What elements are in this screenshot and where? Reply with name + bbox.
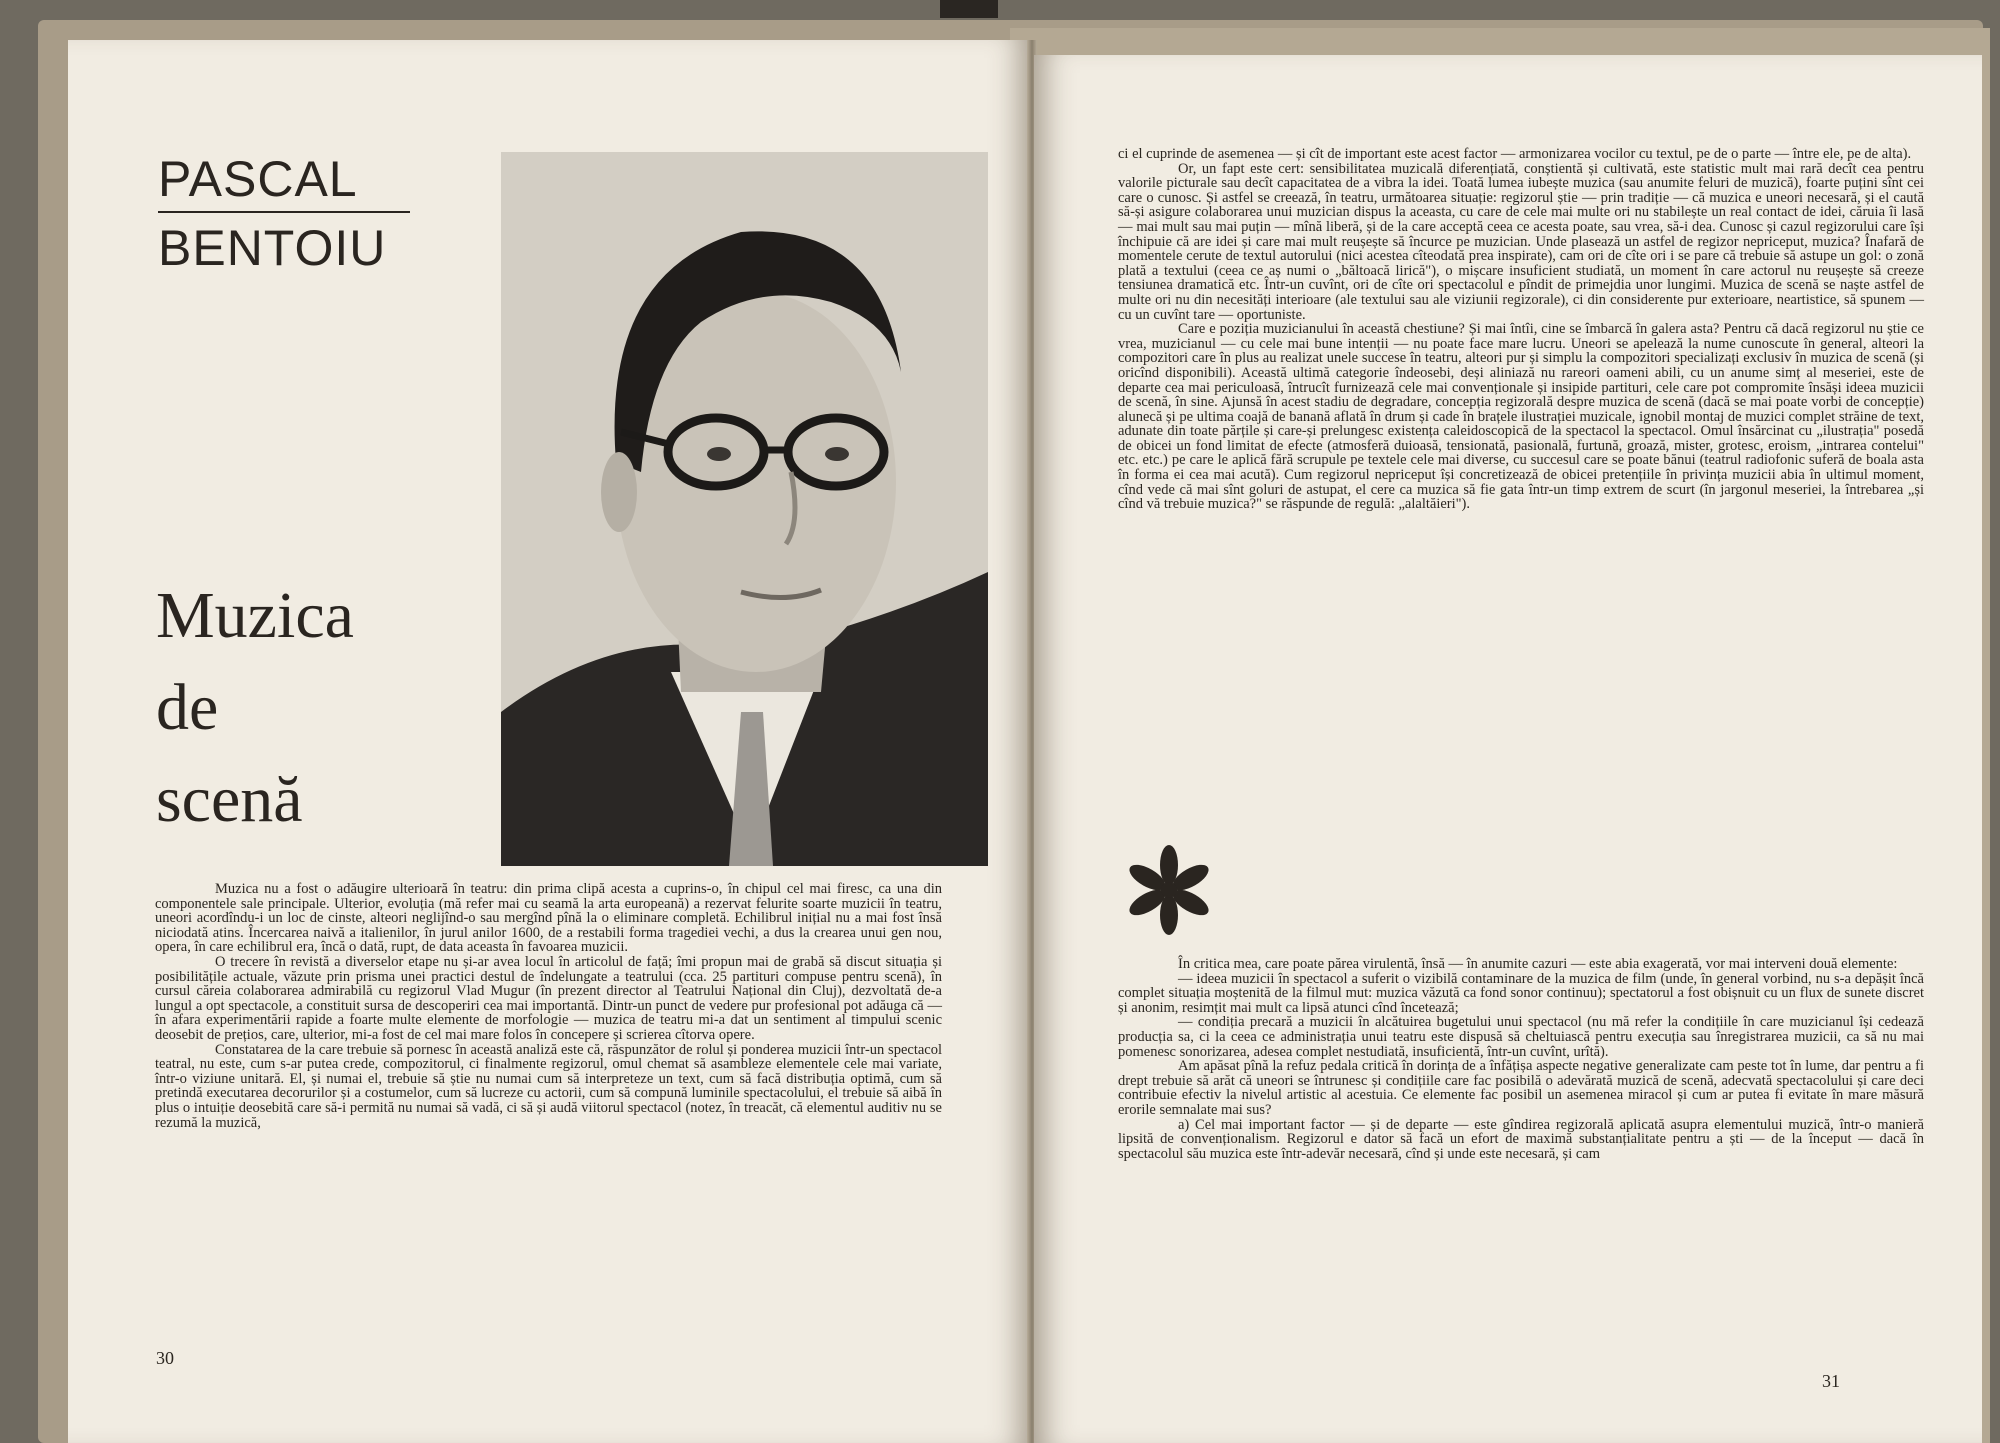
page-number-right: 31 (1822, 1371, 1840, 1391)
author-divider (158, 211, 410, 213)
dark-strip (940, 0, 998, 18)
body-paragraph: Am apăsat pînă la refuz pedala critică în dorința de a înfățișa aspecte negative generalizate cam peste tot în lume, dar pentru a fi drept trebuie să arăt că uneori se întrunesc și condițiile care fac posibilă o adevărată muzică de scenă, adecvată spectacolului și care deci contribuie efectiv la nivelul artistic al acestuia. Ce elemente fac posibil un asemenea miracol și cum ar putea fi evitate în mare măsură erorile semnalate mai sus? (1118, 1058, 1924, 1118)
page-number-left: 30 (156, 1348, 174, 1368)
title-line-2: de (156, 671, 219, 744)
body-paragraph: ci el cuprinde de asemenea — și cît de important este acest factor — armonizarea vocilor cu textul, pe de o parte — între ele, pe de alta). (1118, 146, 1912, 162)
body-paragraph: — condiția precară a muzicii în alcătuirea bugetului unui spectacol (nu mă refer la condițiile în care muzicianul își cedează producția sa, ci la ceea ce administrația unui teatru este dispusă să cheltuiască pentru execuția sau înregistrarea muzicii, ca să nu mai pomenesc sonorizarea, adesea complet nestudiată, insuficientă, într-un cuvînt, urîtă). (1118, 1014, 1924, 1060)
author-first-name: PASCAL (158, 151, 358, 207)
body-paragraph: Care e poziția muzicianului în această chestiune? Și mai întîi, cine se îmbarcă în galera asta? Pentru că dacă regizorul nu știe ce vrea, muzicianul — cu cele mai bune intenții — nu poate face mare lucru. Uneori se apelează la nume cunoscute în general, alteori la compozitori care în plus au realizat unele succese în teatru, alteori pur și simplu la compozitori specializați exclusiv în muzica de scenă (și oricînd disponibili). Această ultimă categorie îndeosebi, deși aliniază nu rareori oameni abili, cu un anume simț al meseriei, este de departe cea mai periculoasă, întrucît furnizează cele mai convenționale și insipide partituri, cele care pot compromite însăși ideea muzicii de scenă, în sine. Ajunsă în acest stadiu de degradare, concepția regizorală despre muzica de scenă (dacă se mai poate vorbi de concepție) alunecă și pe ultima coajă de banană aflată în drum și cade în brațele ilustrației muzicale, ignobil montaj de muzici complet străine de text, adunate din toate părțile și care-și prelungesc existența caleidoscopică de la spectacol la spectacol. Omul însărcinat cu „ilustrația" posedă de obicei un fond limitat de efecte (atmosferă duioasă, tensionată, pasională, furtună, groază, mister, grotesc, eroism, „intrarea contelui" etc. etc.) pe care le aplică fără scrupule pe textele cele mai diverse, cu succesul care se poate bănui (teatrul radiofonic suferă de boala asta în forma ei cea mai acută). Cum regizorul nepriceput își concretizează de obicei pretențiile în privința muzicii abia în ultimul moment, cînd vede că mai sînt goluri de astupat, el cere ca muzica să fie gata într-un timp extrem de scurt (în jargonul meseriei, la întrebarea „și cînd vă trebuie muzica?" se răspunde de regulă: „alaltăieri"). (1118, 321, 1924, 513)
right-body-text-top (1118, 147, 1924, 512)
body-paragraph: Muzica nu a fost o adăugire ulterioară în teatru: din prima clipă acesta a cuprins-o, în chipul cel mai firesc, ca una din componentele sale principale. Ulterior, evoluția (mă refer mai cu seamă la arta europeană) a rezervat felurite soarte muzicii în teatru, uneori acordîndu-i un loc de cinste, alteori neglijînd-o sau mergînd pînă la o eliminare completă. Echilibrul inițial nu a mai fost însă niciodată atins. Încercarea naivă a italienilor, în jurul anilor 1600, de a restabili forma tragediei vechi, a dus la crearea unui gen nou, opera, în care echilibrul era, încă o dată, rupt, de data aceasta în favoarea muzicii. (155, 881, 942, 956)
body-paragraph: Or, un fapt este cert: sensibilitatea muzicală diferențiată, conștientă și cultivată, este statistic mult mai rară decît cea pentru valorile picturale sau decît capacitatea de a vibra la idei. Toată lumea iubește muzica (sau anumite feluri de muzică), foarte puțini sînt cei care o cunosc. Și astfel se creează, în teatru, următoarea situație: regizorul știe — prin tradiție — că muzica e uneori necesară, și el caută să-și asigure colaborarea unui muzician dispus la aceasta, cu care de cele mai multe ori nu stabilește un real contact de idei, căruia îi lasă — mai mult sau mai puțin — mînă liberă, și de la care acceptă ceea ce acesta poate, sau vrea, să-i dea. Cunosc și cazul regizorului care își închipuie că are idei și care mai mult reușește să încurce pe muzician. Unde plasează un astfel de regizor nepriceput, muzica? Înafară de momentele cerute de textul autorului (nici acestea cîteodată prea inspirate), cam ori de cîte ori i se pare că trebuie să astupe un gol: o zonă plată a textului (ceea ce aș numi o „băltoacă lirică"), o mișcare insuficient studiată, un moment în care actorul nu reușește să creeze tensiunea dramatică etc. Într-un cuvînt, ori de cîte ori spectacolul e pîndit de primejdia unor lungimi. Muzica de scenă se naște astfel de multe ori nu din necesități interioare (ale textului sau ale viziunii regizorale), ci din considerente pur exterioare, neartistice, să spunem — cu un cuvînt tare — oportuniste. (1118, 160, 1924, 323)
asterisk-ornament-icon (1124, 845, 1214, 935)
author-name (158, 148, 410, 279)
body-paragraph: a) Cel mai important factor — și de departe — este gîndirea regizorală aplicată asupra elementului muzică, într-o manieră lipsită de convenționalism. Regizorul e dator să facă un efort de maximă substanțialitate pentru a ști — de la început — dacă în spectacolul său muzica este într-adevăr necesară, cînd și unde este necesară, și cam (1118, 1116, 1924, 1162)
body-paragraph: — ideea muzicii în spectacol a suferit o vizibilă contaminare de la muzica de film (unde, în general vorbind, nu s-a depășit încă complet situația moștenită de la filmul mut: muzica văzută ca fond sonor continuu); spectatorul a fost obișnuit cu un flux de sunete discret și anonim, resimțit mai mult ca lipsă atunci cînd încetează; (1118, 970, 1924, 1016)
author-last-name: BENTOIU (158, 220, 387, 276)
portrait-illustration (501, 152, 988, 866)
body-paragraph: O trecere în revistă a diverselor etape nu și-ar avea locul în articolul de față; îmi propun mai de grabă să discut situația și posibilitățile actuale, văzute prin prisma unei practici destul de îndelungate a teatrului (cca. 25 partituri compuse pentru scenă), în cursul căreia colaborarea admirabilă cu regizorul Vlad Mugur (în prezent director al Teatrului Național din Cluj), dezvoltată de-a lungul a opt spectacole, a constituit sursa de descoperiri cea mai importantă. Dintr-un punct de vedere pur profesional pot adăuga că — în afara experimentării rapide a foarte multe elemente de morfologie — muzica de teatru mi-a dat un sentiment al timpului scenic deosebit de prețios, care, ulterior, mi-a fost de cel mai mare folos în concepere și scrierea cîtorva opere. (155, 953, 942, 1043)
left-page (68, 40, 1030, 1443)
left-body-text (155, 882, 942, 1130)
body-paragraph: În critica mea, care poate părea virulentă, însă — în anumite cazuri — este abia exagerată, vor mai interveni două elemente: (1178, 956, 1898, 972)
title-line-1: Muzica (156, 579, 354, 652)
right-page (1034, 55, 1982, 1443)
author-portrait-photo (501, 152, 988, 866)
right-body-text-bottom (1118, 957, 1924, 1161)
title-line-3: scenă (156, 763, 303, 836)
article-title (156, 570, 354, 846)
body-paragraph: Constatarea de la care trebuie să pornesc în această analiză este că, răspunzător de rolul și ponderea muzicii într-un spectacol teatral, nu este, cum s-ar putea crede, compozitorul, ci finalmente regizorul, omul chemat să asambleze elementele cele mai variate, într-o viziune unitară. El, și numai el, trebuie să știe nu numai cum să interpreteze un text, cum să facă distribuția optimă, cum să pretindă executarea decorurilor și a costumelor, cum să lucreze cu actorii, cum să compună luminile spectacolului, el trebuie să aibă în plus o intuiție deosebită care să-i permită nu numai să vadă, ci să și audă viitorul spectacol (notez, în treacăt, că elementul auditiv nu se rezumă la muzică, (155, 1041, 942, 1131)
